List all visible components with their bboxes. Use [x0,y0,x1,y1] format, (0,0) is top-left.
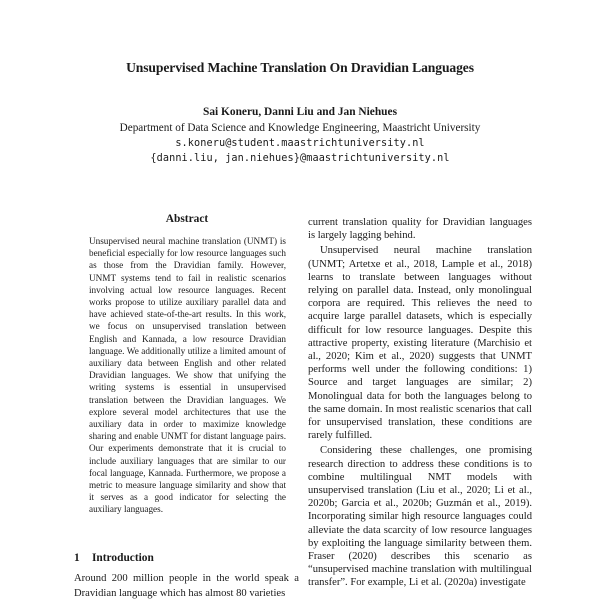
right-column [308,216,532,590]
author-email-secondary: {danni.liu, jan.niehues}@maastrichtuniversity.nl [150,153,450,164]
section-heading-introduction [74,552,154,564]
section-title: Introduction [92,552,154,564]
paper-authors: Sai Koneru, Danni Liu and Jan Niehues [202,106,397,118]
section-number: 1 [74,552,80,564]
author-email-primary: s.koneru@student.maastrichtuniversity.nl [175,138,425,149]
body-paragraph: current translation quality for Dravidian languages is largely lagging behind. [308,217,532,242]
introduction-paragraph: Around 200 million people in the world speak a Dravidian language which has almost 80 varieties [74,573,299,599]
body-paragraph: Considering these challenges, one promising research direction to address these conditions is to combine multilingual NMT models with unsupervised translation (Liu et al., 2020; Li et al., 2020b; Garcia et al., 2020b; Guzmán et al., 2019). Incorporating similar high resource languages could alleviate the data scarcity of low resource languages by exploiting the language similarity between them. Fraser (2020) describes this scenario as “unsupervised machine translation with multilingual transfer”. For example, Li et al. (2020a) investigate [308,445,532,589]
abstract-body: Unsupervised neural machine translation (UNMT) is beneficial especially for low resource languages such as those from the Dravidian family. However, UNMT systems tend to fail in realistic scenarios involving actual low resource languages. Recent works propose to utilize auxiliary parallel data and have achieved state-of-the-art results. In this work, we focus on unsupervised translation between English and Kannada, a low resource Dravidian language. We additionally utilize a limited amount of auxiliary data between English and other related Dravidian languages. We show that unifying the writing systems is essential in unsupervised translation between the Dravidian languages. We explore several model architectures that use the auxiliary data in order to maximize knowledge sharing and enable UNMT for distant language pairs. Our experiments demonstrate that it is crucial to include auxiliary languages that are similar to our focal language, Kannada. Furthermore, we propose a metric to measure language similarity and show that it serves as a good indicator for selecting the auxiliary languages. [89,236,286,515]
body-paragraph: Unsupervised neural machine translation (UNMT; Artetxe et al., 2018, Lample et al., 2018) learns to translate between languages without relying on parallel data. Instead, only monolingual corpora are required. This relieves the need to acquire large parallel datasets, which is especially difficult for low resource languages. Despite this attractive property, existing literature (Marchisio et al., 2020; Kim et al., 2020) suggests that UNMT performs well under the following conditions: 1) Source and target languages are similar; 2) Monolingual data for both the languages belong to the same domain. In most realistic scenarios that call for unsupervised translation, these conditions are rarely fulfilled. [308,245,532,442]
abstract-heading: Abstract [165,213,209,225]
author-affiliation: Department of Data Science and Knowledge Engineering, Maastricht University [119,122,481,134]
paper-title: Unsupervised Machine Translation On Dravidian Languages [126,60,474,75]
